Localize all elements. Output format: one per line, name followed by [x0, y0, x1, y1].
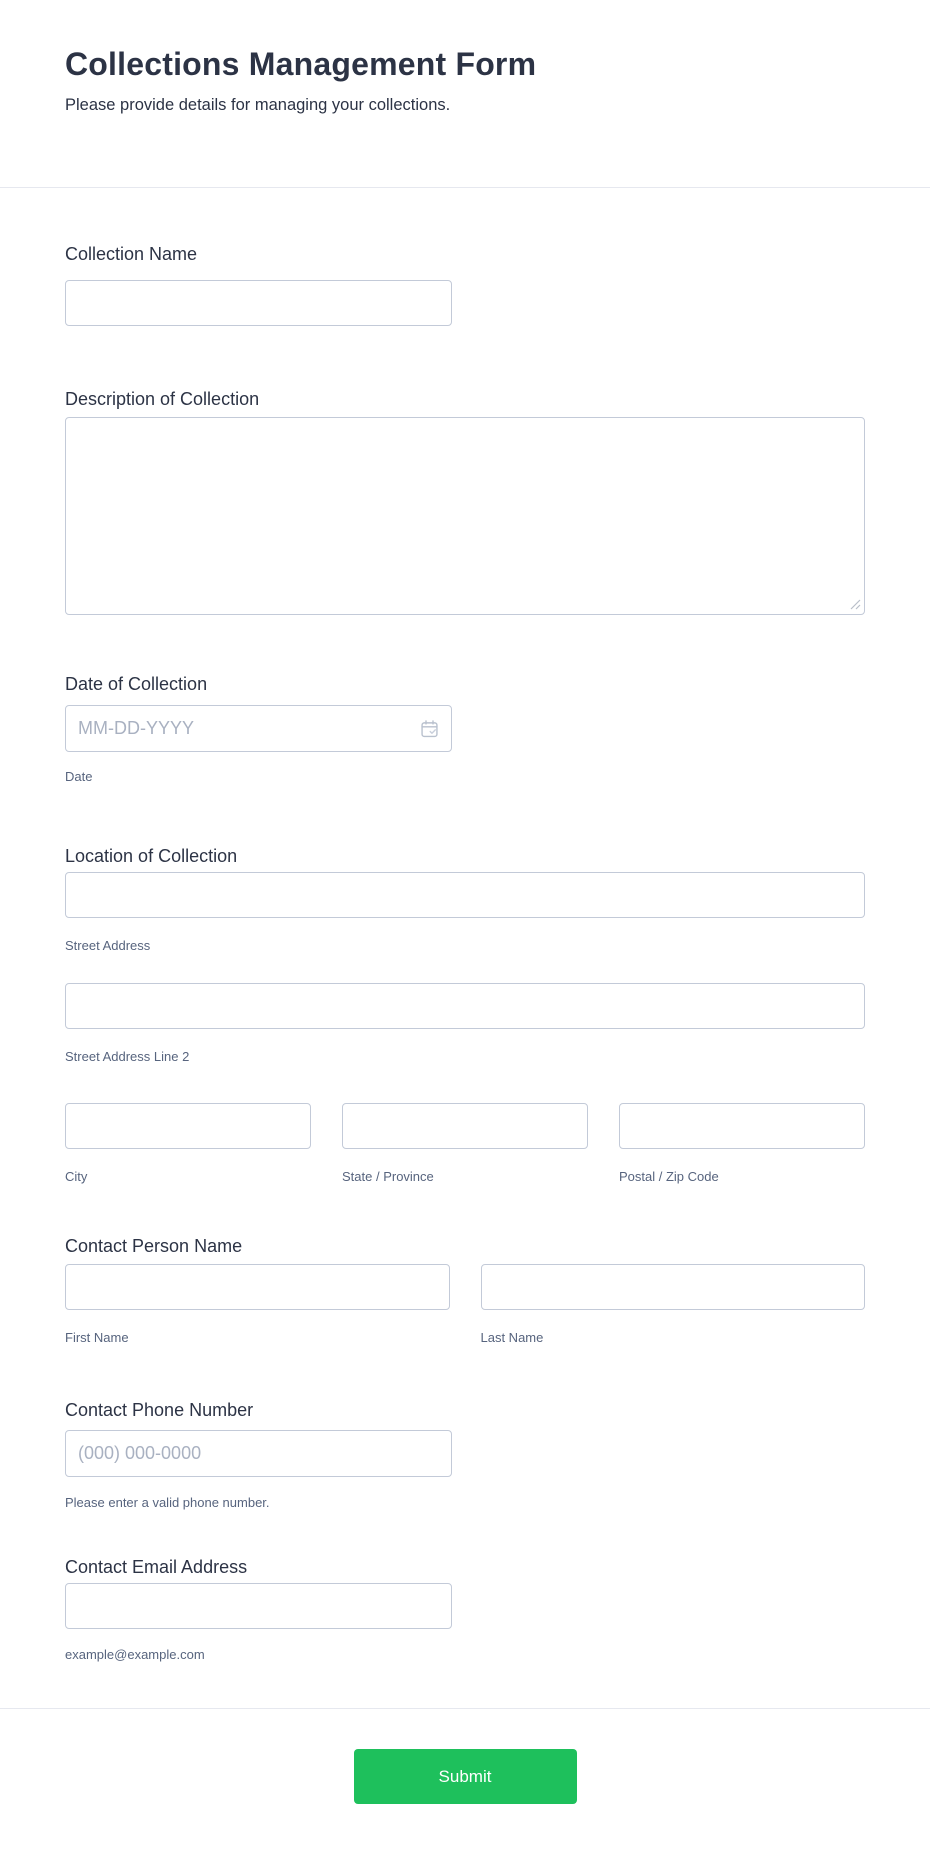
zip-column: [619, 1103, 865, 1185]
description-textarea[interactable]: [65, 417, 865, 615]
collection-name-label: Collection Name: [65, 244, 198, 264]
last-name-column: [481, 1264, 866, 1346]
submit-area: [0, 1709, 930, 1855]
postal-zip-input[interactable]: [619, 1103, 865, 1149]
page-subtitle: Please provide details for managing your collections.: [65, 96, 451, 114]
last-name-sublabel: Last Name: [480, 1330, 544, 1345]
contact-phone-label: Contact Phone Number: [65, 1400, 254, 1420]
form-body: [0, 242, 930, 1663]
state-province-sublabel: State / Province: [342, 1169, 434, 1184]
date-of-collection-label: Date of Collection: [65, 674, 208, 694]
location-label: Location of Collection: [65, 846, 238, 866]
street-address-line2-sublabel: Street Address Line 2: [65, 1049, 190, 1064]
date-sublabel: Date: [65, 769, 93, 784]
submit-button[interactable]: Submit: [354, 1749, 577, 1804]
name-row: [65, 1264, 865, 1346]
phone-sublabel: Please enter a valid phone number.: [65, 1495, 270, 1510]
email-input[interactable]: [65, 1583, 452, 1629]
date-input[interactable]: [65, 705, 452, 752]
city-input[interactable]: [65, 1103, 311, 1149]
date-input-wrap: [65, 705, 452, 752]
city-state-zip-row: [65, 1103, 865, 1185]
city-column: [65, 1103, 311, 1185]
state-column: [342, 1103, 588, 1185]
last-name-input[interactable]: [481, 1264, 866, 1310]
state-province-input[interactable]: [342, 1103, 588, 1149]
street-address-line2-input[interactable]: [65, 983, 865, 1029]
page-title: Collections Management Form: [65, 46, 537, 82]
street-address-sublabel: Street Address: [65, 938, 151, 953]
first-name-column: [65, 1264, 450, 1346]
city-sublabel: City: [65, 1169, 88, 1184]
postal-zip-sublabel: Postal / Zip Code: [619, 1169, 719, 1184]
first-name-sublabel: First Name: [65, 1330, 129, 1345]
description-textarea-wrap: [65, 417, 865, 615]
phone-input[interactable]: [65, 1430, 452, 1477]
first-name-input[interactable]: [65, 1264, 450, 1310]
form-header: [0, 0, 930, 188]
collection-name-input[interactable]: [65, 280, 452, 326]
description-label: Description of Collection: [65, 389, 260, 409]
email-sublabel: example@example.com: [65, 1647, 205, 1662]
contact-person-name-label: Contact Person Name: [65, 1236, 243, 1256]
calendar-check-icon[interactable]: [419, 718, 440, 739]
contact-email-label: Contact Email Address: [65, 1557, 248, 1577]
street-address-input[interactable]: [65, 872, 865, 918]
